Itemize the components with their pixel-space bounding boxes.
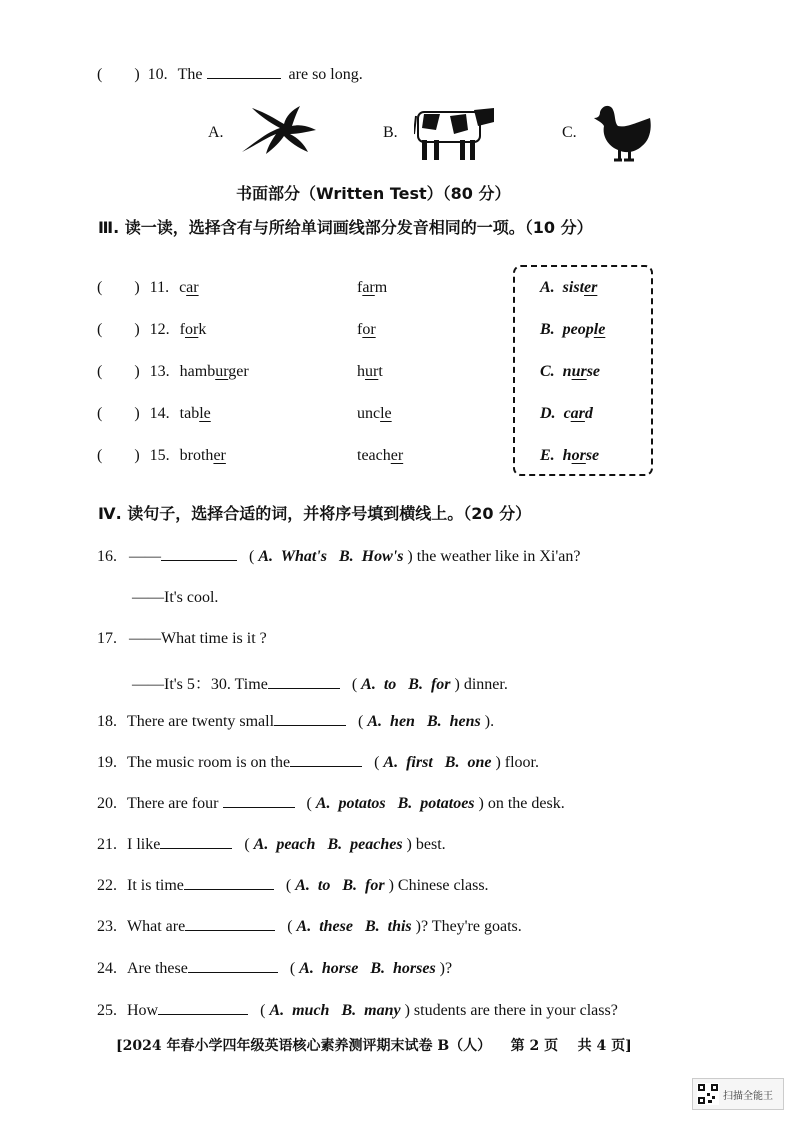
question-16: [97, 546, 580, 566]
answer-paren[interactable]: ( ): [97, 405, 140, 422]
given-word: fork: [179, 321, 207, 338]
answer-line: ——It's cool.: [132, 589, 219, 606]
choice-group: ( A. What's B. How's ) the weather like in Xi'an?: [249, 548, 581, 565]
question-17-line2: [132, 671, 508, 694]
choice-group: ( A. horse B. horses )?: [289, 960, 453, 977]
option-b: B. people: [540, 321, 606, 338]
answer-blank[interactable]: [207, 64, 281, 79]
question-number: 14.: [149, 405, 170, 422]
question-number: 16.: [97, 548, 117, 565]
section-4-title: Ⅳ. 读句子，选择合适的词，并将序号填到横线上。（20 分）: [98, 504, 532, 523]
scanner-watermark: [692, 1078, 784, 1110]
question-text: How: [127, 1002, 159, 1019]
question-text: ——What time is it ?: [129, 630, 267, 647]
question-20: [97, 793, 565, 813]
question-number: 25.: [97, 1002, 117, 1019]
example-word: teacher: [357, 447, 404, 464]
hen-icon: [592, 100, 656, 164]
question-21: [97, 834, 446, 854]
given-word: brother: [179, 447, 226, 464]
answer-blank[interactable]: [223, 793, 295, 808]
choice-group: ( A. these B. this )? They're goats.: [287, 918, 522, 935]
question-23: [97, 916, 522, 936]
question-text: There are twenty small: [127, 713, 275, 730]
question-19: [97, 752, 539, 772]
question-22: [97, 875, 489, 895]
example-word: for: [357, 321, 376, 338]
qr-code-icon: [697, 1083, 719, 1105]
question-number: 19.: [97, 754, 117, 771]
question-text: The: [177, 66, 203, 83]
answer-blank[interactable]: [158, 1000, 248, 1015]
answer-blank[interactable]: [268, 674, 340, 689]
question-17: [97, 630, 267, 648]
answer-blank[interactable]: [188, 958, 278, 973]
choice-group: ( A. first B. one ) floor.: [374, 754, 539, 771]
question-number: 10.: [147, 66, 168, 83]
written-test-header: 书面部分（Written Test）（80 分）: [236, 184, 511, 203]
choice-group: ( A. to B. for ) dinner.: [351, 676, 508, 693]
page-footer: [2024 年春小学四年级英语核心素养测评期末试卷 B（人） 第 2 页 共 4 页]: [116, 1038, 632, 1054]
answer-blank[interactable]: [184, 875, 274, 890]
answer-blank[interactable]: [161, 546, 237, 561]
choice-group: ( A. much B. many ) students are there in your class?: [260, 1002, 618, 1019]
question-number: 11.: [149, 279, 170, 296]
question-number: 13.: [149, 363, 170, 380]
question-number: 22.: [97, 877, 117, 894]
phonics-row: [97, 279, 199, 297]
answer-paren[interactable]: ( ): [97, 66, 140, 83]
question-text: There are four: [127, 795, 219, 812]
choice-group: ( A. potatos B. potatoes ) on the desk.: [306, 795, 565, 812]
choice-group: ( A. hen B. hens ).: [358, 713, 495, 730]
question-text: are so long.: [288, 66, 363, 83]
question-25: [97, 1000, 618, 1020]
option-b-letter: B.: [383, 124, 398, 141]
choice-group: ( A. peach B. peaches ) best.: [244, 836, 446, 853]
question-number: 20.: [97, 795, 117, 812]
answer-blank[interactable]: [185, 916, 275, 931]
phonics-row: [97, 321, 206, 339]
option-c-letter: C.: [562, 124, 577, 141]
option-d: D. card: [540, 405, 593, 422]
answer-paren[interactable]: ( ): [97, 363, 140, 380]
example-word: hurt: [357, 363, 383, 380]
answer-paren[interactable]: ( ): [97, 279, 140, 296]
options-box: [513, 265, 653, 476]
cow-icon: [414, 100, 498, 164]
question-text: I like: [127, 836, 161, 853]
question-text: What are: [127, 918, 186, 935]
question-24: [97, 958, 452, 978]
answer-paren[interactable]: ( ): [97, 447, 140, 464]
question-number: 18.: [97, 713, 117, 730]
question-number: 17.: [97, 630, 117, 647]
question-number: 15.: [149, 447, 170, 464]
question-number: 12.: [149, 321, 170, 338]
question-text: Are these: [127, 960, 188, 977]
answer-blank[interactable]: [290, 752, 362, 767]
phonics-row: [97, 405, 211, 423]
given-word: hamburger: [179, 363, 249, 380]
phonics-row: [97, 363, 249, 381]
option-a: A. sister: [540, 279, 598, 296]
watermark-text: 扫描全能王: [723, 1091, 773, 1102]
example-word: farm: [357, 279, 388, 296]
choice-group: ( A. to B. for ) Chinese class.: [285, 877, 489, 894]
section-3-title: Ⅲ. 读一读，选择含有与所给单词画线部分发音相同的一项。（10 分）: [98, 218, 593, 237]
option-e: E. horse: [540, 447, 600, 464]
answer-blank[interactable]: [274, 711, 346, 726]
question-text: It is time: [127, 877, 184, 894]
q10-line: [97, 64, 363, 84]
phonics-row: [97, 447, 226, 465]
answer-blank[interactable]: [160, 834, 232, 849]
question-number: 23.: [97, 918, 117, 935]
given-word: car: [179, 279, 199, 296]
question-18: [97, 711, 494, 731]
dash: ——: [129, 548, 161, 565]
question-text: The music room is on the: [127, 754, 291, 771]
question-number: 21.: [97, 836, 117, 853]
question-text: ——It's 5：30. Time: [132, 676, 268, 693]
example-word: uncle: [357, 405, 392, 422]
given-word: table: [179, 405, 211, 422]
question-number: 24.: [97, 960, 117, 977]
option-a-letter: A.: [208, 124, 224, 141]
option-c: C. nurse: [540, 363, 601, 380]
leaf-icon: [238, 104, 320, 158]
answer-paren[interactable]: ( ): [97, 321, 140, 338]
